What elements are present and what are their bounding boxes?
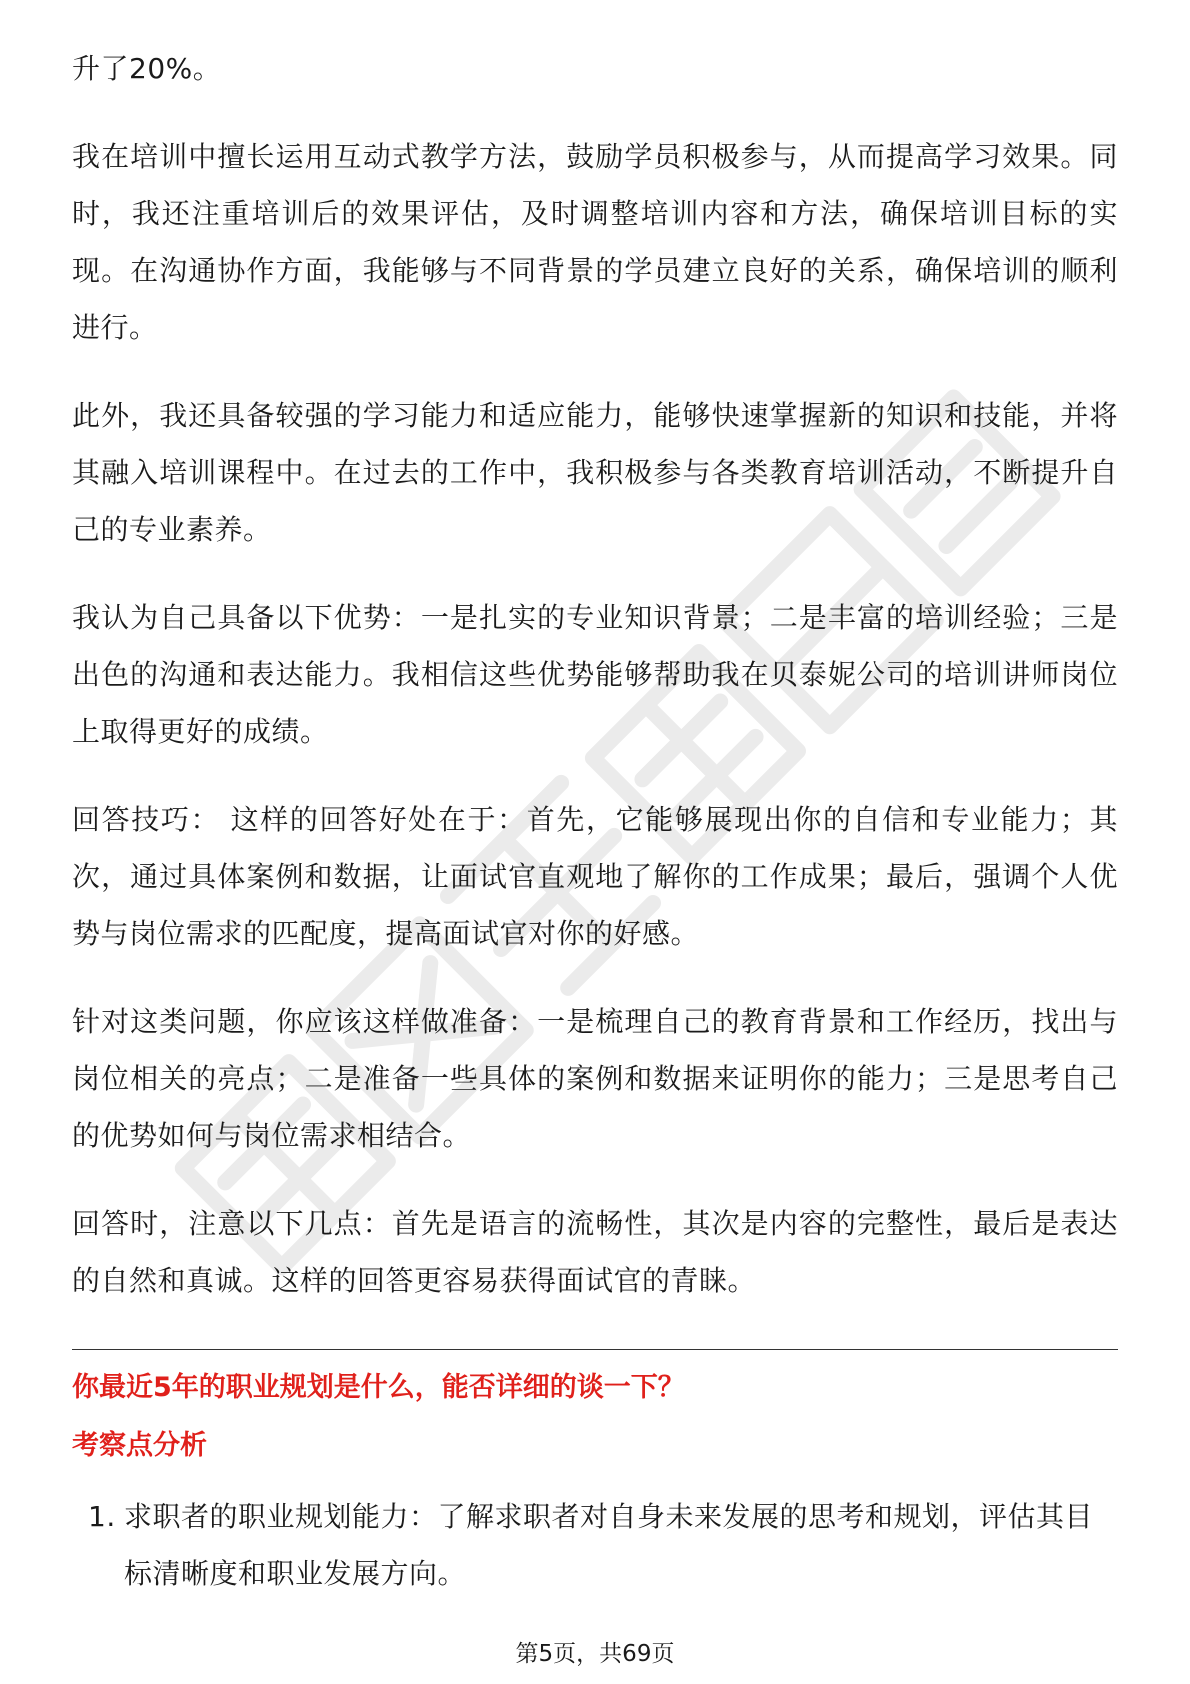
paragraph-answer-notes: 回答时，注意以下几点：首先是语言的流畅性，其次是内容的完整性，最后是表达的自然和真诚。这样的回答更容易获得面试官的青睐。 [72, 1207, 1118, 1297]
paragraph-continuation: 升了20%。 [72, 52, 222, 85]
paragraph-preparation: 针对这类问题，你应该这样做准备：一是梳理自己的教育背景和工作经历，找出与岗位相关的亮点；二是准备一些具体的案例和数据来证明你的能力；三是思考自己的优势如何与岗位需求相结合。 [72, 1005, 1118, 1152]
paragraph-teaching-method: 我在培训中擅长运用互动式教学方法，鼓励学员积极参与，从而提高学习效果。同时，我还注重培训后的效果评估，及时调整培训内容和方法，确保培训目标的实现。在沟通协作方面，我能够与不同背景的学员建立良好的关系，确保培训的顺利进行。 [72, 140, 1118, 344]
page-footer: 第5页，共69页 [515, 1641, 675, 1667]
list-item [72, 1488, 1118, 1602]
list-item-number: 1. [88, 1500, 116, 1533]
paragraph-answer-tips: 回答技巧： 这样的回答好处在于：首先，它能够展现出你的自信和专业能力；其次，通过具体案例和数据，让面试官直观地了解你的工作成果；最后，强调个人优势与岗位需求的匹配度，提高面试官对你的好感。 [72, 803, 1118, 950]
analysis-list [72, 1488, 1118, 1602]
page-content [72, 40, 1118, 1602]
paragraph-advantages: 我认为自己具备以下优势：一是扎实的专业知识背景；二是丰富的培训经验；三是出色的沟通和表达能力。我相信这些优势能够帮助我在贝泰妮公司的培训讲师岗位上取得更好的成绩。 [72, 601, 1118, 748]
analysis-heading: 考察点分析 [72, 1430, 207, 1461]
paragraph-learning-ability: 此外，我还具备较强的学习能力和适应能力，能够快速掌握新的知识和技能，并将其融入培训课程中。在过去的工作中，我积极参与各类教育培训活动，不断提升自己的专业素养。 [72, 399, 1118, 546]
section-divider [72, 1349, 1118, 1350]
question-heading: 你最近5年的职业规划是什么，能否详细的谈一下？ [72, 1372, 685, 1403]
list-item-text: 求职者的职业规划能力：了解求职者对自身未来发展的思考和规划，评估其目标清晰度和职业发展方向。 [124, 1500, 1094, 1590]
